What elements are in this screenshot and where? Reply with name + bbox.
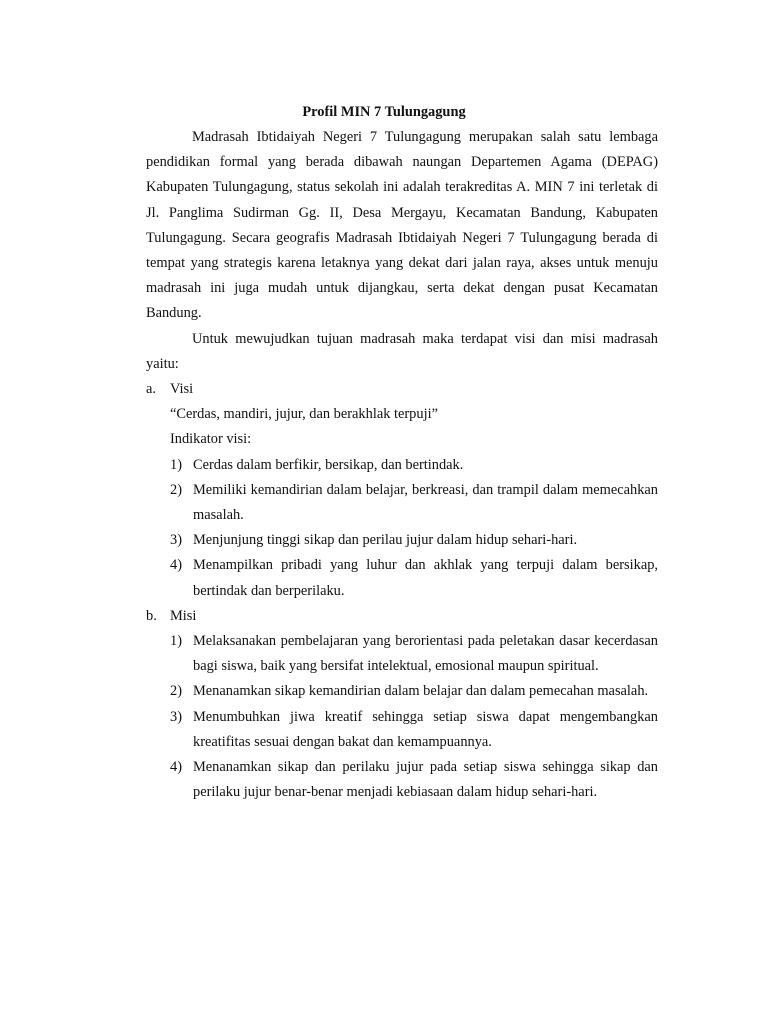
visi-heading-label: Visi <box>170 381 194 398</box>
visi-heading <box>146 377 658 402</box>
intro-paragraph: Madrasah Ibtidaiyah Negeri 7 Tulungagung merupakan salah satu lembaga pendidikan formal yang berada dibawah naungan Departemen Agama (DEPAG) Kabupaten Tulungagung, status sekolah ini adalah terakreditas A. MIN 7 ini terletak di Jl. Panglima Sudirman Gg. II, Desa Mergayu, Kecamatan Bandung, Kabupaten Tulungagung. Secara geografis Madrasah Ibtidaiyah Negeri 7 Tulungagung berada di tempat yang strategis karena letaknya yang dekat dari jalan raya, akses untuk menuju madrasah ini juga mudah untuk dijangkau, serta dekat dengan pusat Kecamatan Bandung. <box>146 129 658 322</box>
visi-indicator-list <box>146 453 658 604</box>
misi-heading-label: Misi <box>170 607 197 624</box>
visi-statement: “Cerdas, mandiri, jujur, dan berakhlak terpuji” <box>170 406 438 423</box>
list-item <box>170 453 658 478</box>
list-item-text: Memiliki kemandirian dalam belajar, berkreasi, dan trampil dalam memecahkan masalah. <box>193 481 658 524</box>
document-title: Profil MIN 7 Tulungagung <box>302 104 466 120</box>
visi-marker: a. <box>146 381 156 398</box>
misi-heading <box>146 604 658 629</box>
visi-misi-intro-paragraph: Untuk mewujudkan tujuan madrasah maka terdapat visi dan misi madrasah yaitu: <box>146 330 658 372</box>
list-item-text: Menumbuhkan jiwa kreatif sehingga setiap siswa dapat mengembangkan kreatifitas sesuai dengan bakat dan kemampuannya. <box>193 708 658 750</box>
list-item-number: 2) <box>170 683 182 700</box>
list-item-text: Menanamkan sikap kemandirian dalam belajar dan dalam pemecahan masalah. <box>193 683 649 700</box>
list-item <box>170 679 658 704</box>
misi-marker: b. <box>146 607 157 624</box>
list-item-number: 3) <box>170 532 182 549</box>
list-item-number: 4) <box>170 759 182 776</box>
list-item-number: 2) <box>170 481 182 498</box>
list-item-number: 4) <box>170 557 182 574</box>
list-item-number: 1) <box>170 633 182 650</box>
misi-list <box>146 629 658 805</box>
list-item <box>170 705 658 755</box>
visi-indicator-label: Indikator visi: <box>170 431 252 448</box>
list-item-text: Cerdas dalam berfikir, bersikap, dan bertindak. <box>193 456 464 473</box>
list-item-text: Menampilkan pribadi yang luhur dan akhlak yang terpuji dalam bersikap, bertindak dan berperilaku. <box>193 557 658 599</box>
list-item-text: Menjunjung tinggi sikap dan perilau jujur dalam hidup sehari-hari. <box>193 532 578 549</box>
list-item-number: 3) <box>170 708 182 725</box>
list-item-text: Melaksanakan pembelajaran yang berorientasi pada peletakan dasar kecerdasan bagi siswa, baik yang bersifat intelektual, emosional maupun spiritual. <box>193 633 658 675</box>
list-item <box>170 629 658 679</box>
list-item-number: 1) <box>170 456 182 473</box>
list-item-text: Menanamkan sikap dan perilaku jujur pada setiap siswa sehingga sikap dan perilaku jujur benar-benar menjadi kebiasaan dalam hidup sehari-hari. <box>193 759 658 801</box>
list-item <box>170 478 658 528</box>
list-item <box>170 528 658 553</box>
list-item <box>170 755 658 805</box>
list-item <box>170 553 658 603</box>
document-body <box>146 125 658 805</box>
